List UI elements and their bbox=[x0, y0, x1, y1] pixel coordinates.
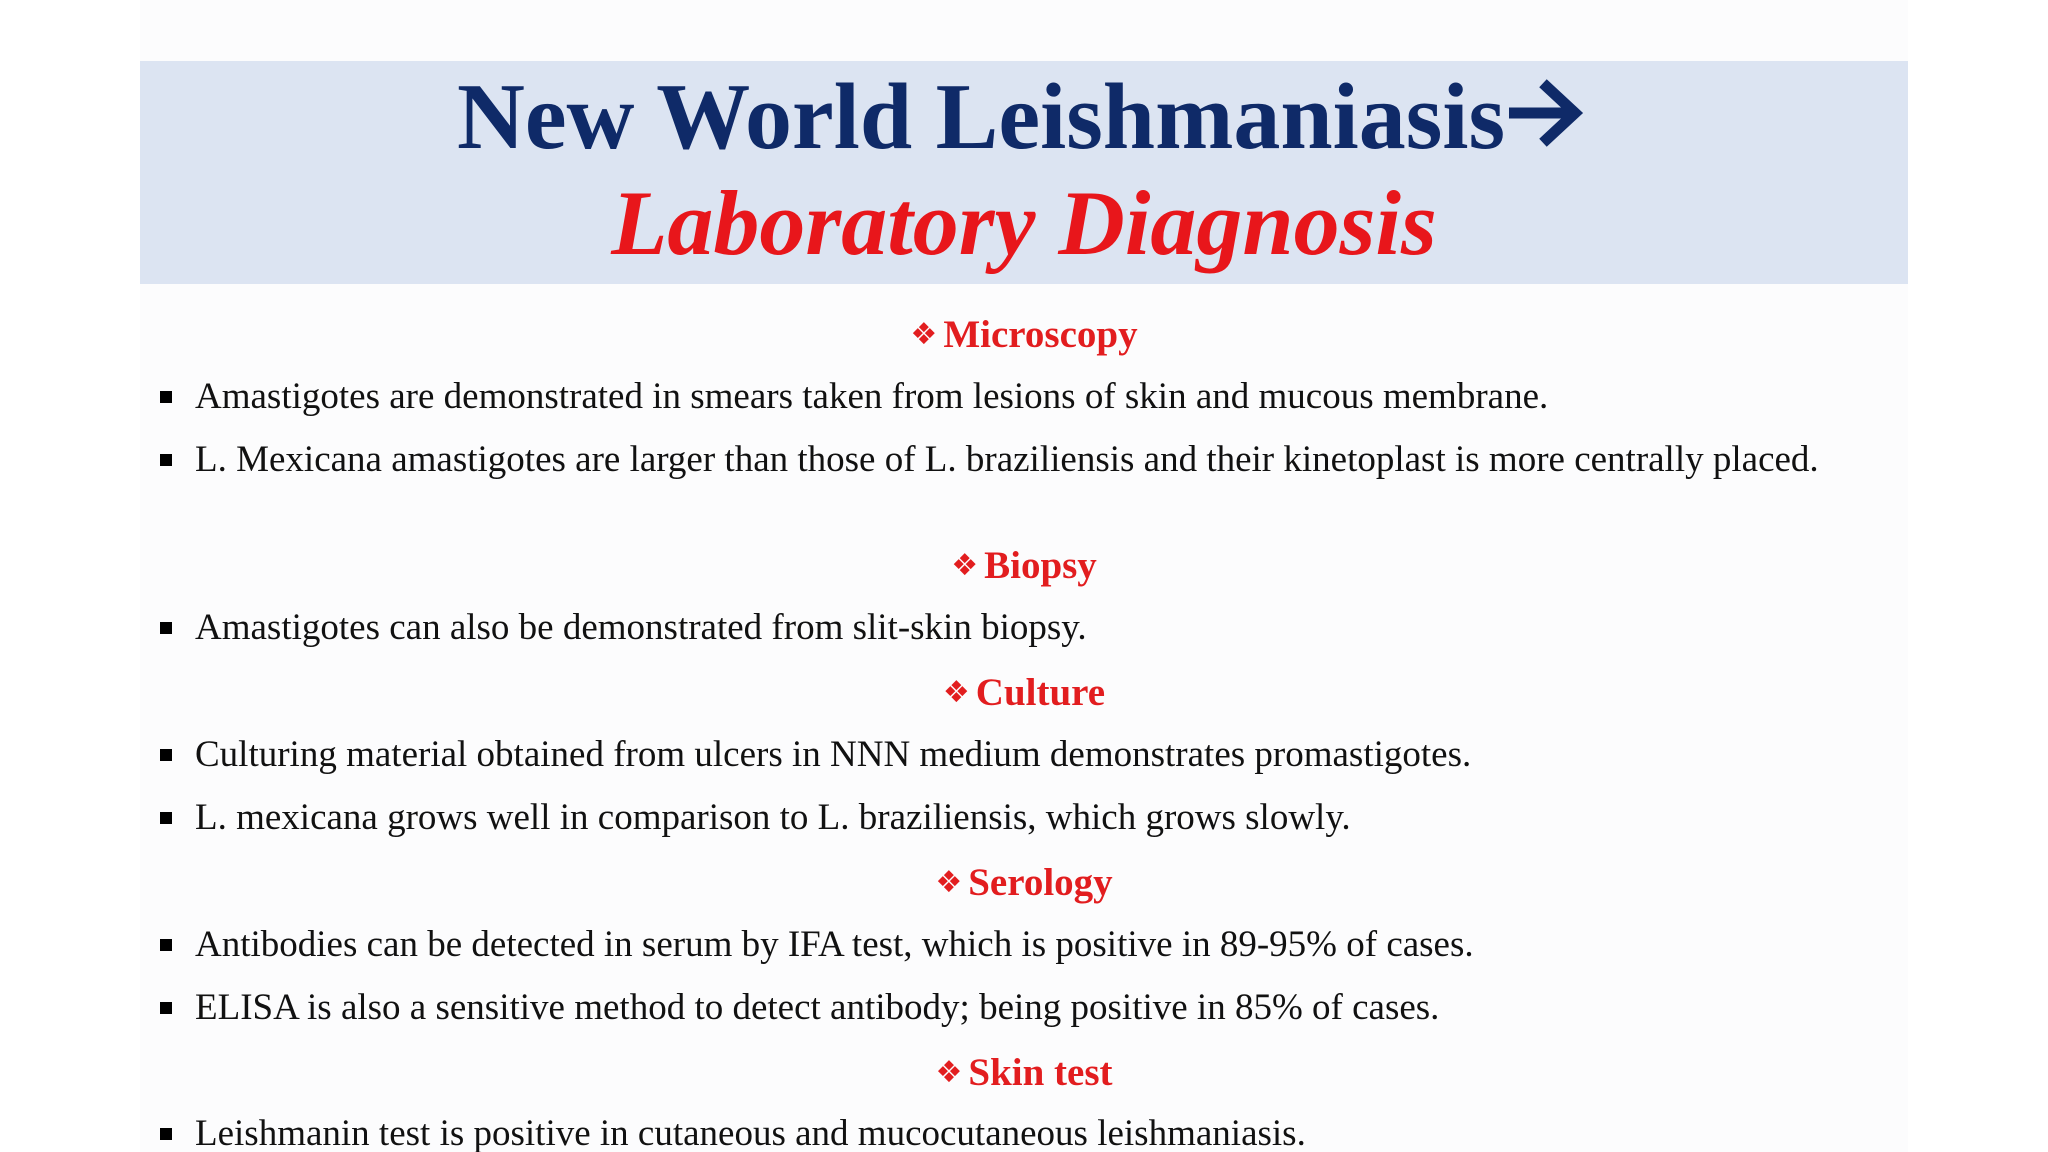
heading-label: Culture bbox=[975, 671, 1106, 714]
list-item-text: Amastigotes can also be demonstrated from slit-skin biopsy. bbox=[195, 607, 1087, 648]
diamond-bullet-icon: ❖ bbox=[935, 865, 963, 900]
slide-title bbox=[0, 62, 2048, 172]
heading-label: Biopsy bbox=[984, 544, 1097, 587]
square-bullet-icon bbox=[160, 391, 172, 403]
diamond-bullet-icon: ❖ bbox=[910, 317, 938, 352]
diamond-bullet-icon: ❖ bbox=[951, 548, 979, 583]
list-item bbox=[0, 1113, 2048, 1152]
section-heading-culture bbox=[0, 669, 2048, 717]
square-bullet-icon bbox=[160, 1002, 172, 1014]
list-item bbox=[0, 376, 2048, 420]
slide-subtitle: Laboratory Diagnosis bbox=[611, 172, 1437, 274]
square-bullet-icon bbox=[160, 454, 172, 466]
list-item bbox=[0, 607, 2048, 651]
list-item-text: Culturing material obtained from ulcers in NNN medium demonstrates promastigotes. bbox=[195, 734, 1472, 775]
list-item bbox=[0, 924, 2048, 968]
square-bullet-icon bbox=[160, 749, 172, 761]
list-item-text: L. mexicana grows well in comparison to L. braziliensis, which grows slowly. bbox=[195, 797, 1351, 838]
list-item-text: ELISA is also a sensitive method to detect antibody; being positive in 85% of cases. bbox=[195, 987, 1440, 1028]
right-arrow-icon bbox=[1509, 62, 1591, 172]
list-item-text: L. Mexicana amastigotes are larger than those of L. braziliensis and their kinetoplast is more centrally placed. bbox=[195, 439, 1819, 480]
section-heading-microscopy bbox=[0, 311, 2048, 359]
list-item-text: Leishmanin test is positive in cutaneous and mucocutaneous leishmaniasis. bbox=[195, 1113, 1306, 1152]
section-heading-biopsy bbox=[0, 542, 2048, 590]
diamond-bullet-icon: ❖ bbox=[942, 675, 970, 710]
title-main: New World Leishmaniasis bbox=[456, 65, 1506, 169]
heading-label: Microscopy bbox=[943, 313, 1138, 356]
list-item-text: Antibodies can be detected in serum by IFA test, which is positive in 89-95% of cases. bbox=[195, 924, 1474, 965]
section-heading-skin-test bbox=[0, 1049, 2048, 1097]
square-bullet-icon bbox=[160, 1128, 172, 1140]
square-bullet-icon bbox=[160, 812, 172, 824]
list-item bbox=[0, 439, 2048, 525]
list-item-text: Amastigotes are demonstrated in smears taken from lesions of skin and mucous membrane. bbox=[195, 376, 1549, 417]
diamond-bullet-icon: ❖ bbox=[935, 1055, 963, 1090]
list-item bbox=[0, 797, 2048, 841]
heading-label: Skin test bbox=[968, 1051, 1113, 1094]
section-heading-serology bbox=[0, 859, 2048, 907]
list-item bbox=[0, 734, 2048, 778]
list-item bbox=[0, 987, 2048, 1031]
heading-label: Serology bbox=[968, 861, 1113, 904]
square-bullet-icon bbox=[160, 622, 172, 634]
square-bullet-icon bbox=[160, 939, 172, 951]
